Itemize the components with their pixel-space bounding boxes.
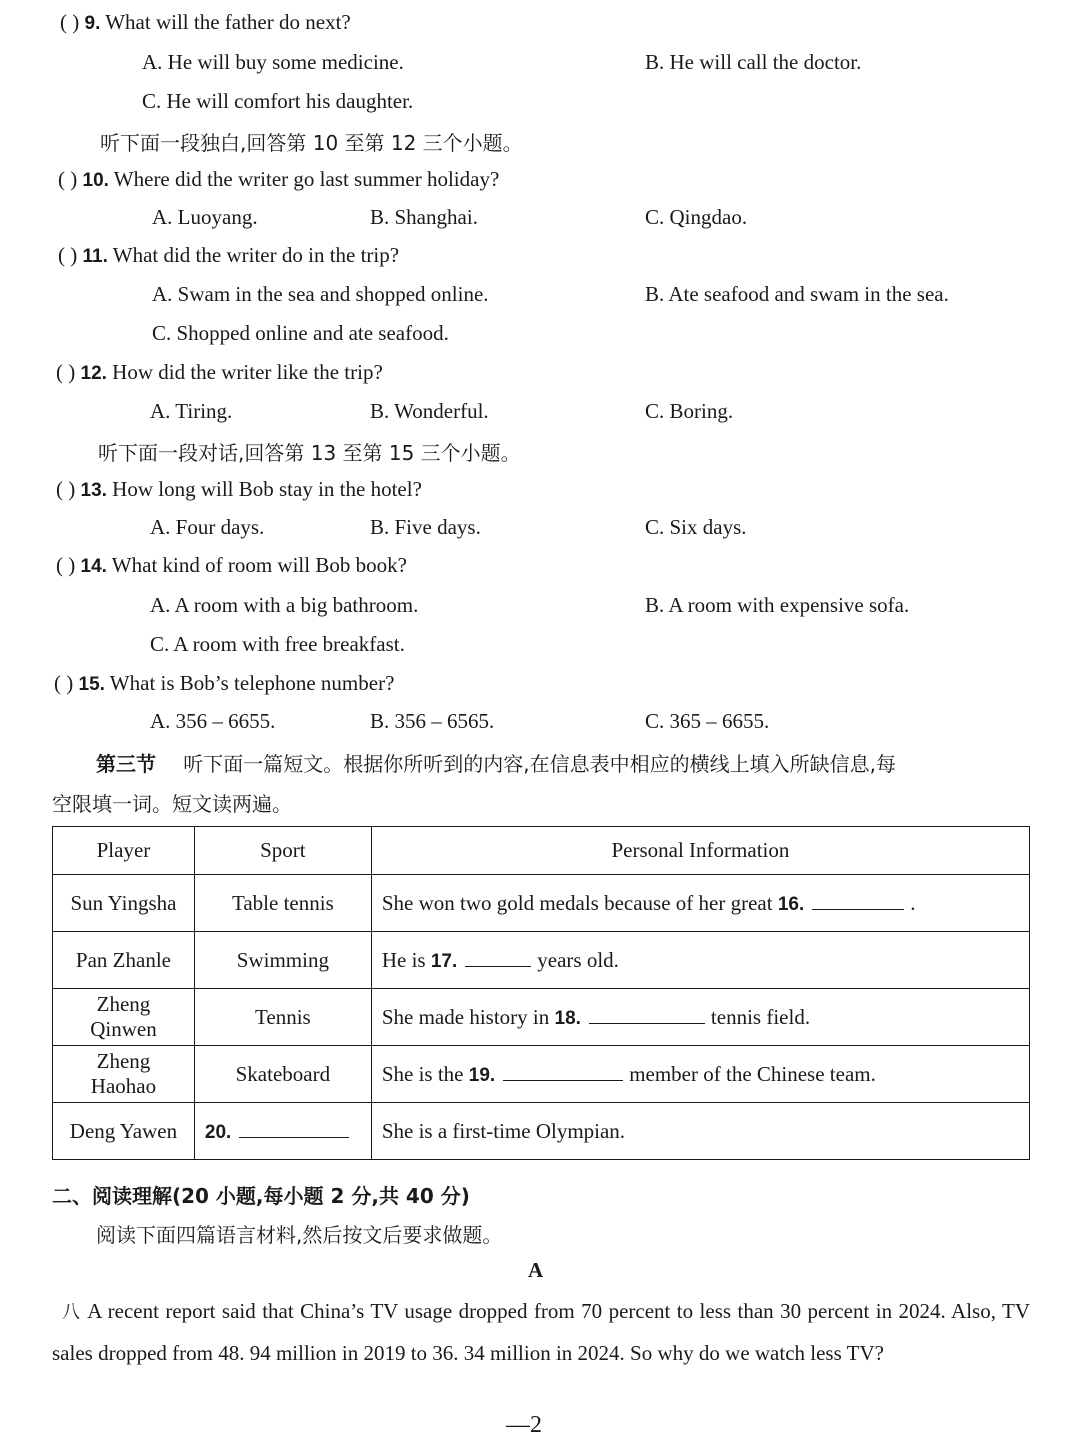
table-row bbox=[53, 1046, 1030, 1103]
question-12 bbox=[56, 360, 383, 385]
question-text: What did the writer do in the trip? bbox=[112, 243, 400, 267]
question-number: 12. bbox=[80, 363, 107, 384]
player-cell: Pan Zhanle bbox=[53, 932, 195, 989]
question-text: How long will Bob stay in the hotel? bbox=[112, 477, 422, 501]
blank-number: 17. bbox=[430, 950, 458, 972]
part2-title: 二、阅读理解(20 小题,每小题 2 分,共 40 分) bbox=[52, 1184, 470, 1208]
option-b: B. 356 – 6565. bbox=[370, 709, 495, 733]
player-cell: Sun Yingsha bbox=[53, 875, 195, 932]
info-text: She made history in bbox=[381, 1004, 550, 1029]
question-text: Where did the writer go last summer holiday? bbox=[113, 167, 500, 191]
question-10 bbox=[58, 167, 499, 192]
option-c: C. A room with free breakfast. bbox=[150, 632, 405, 656]
option-c: C. Qingdao. bbox=[645, 205, 748, 229]
dialogue-instruction: 听下面一段对话,回答第 13 至第 15 三个小题。 bbox=[98, 441, 521, 465]
info-table bbox=[52, 826, 1030, 1160]
question-13 bbox=[56, 477, 422, 502]
info-text: She is a first-time Olympian. bbox=[381, 1118, 626, 1143]
option-c: C. Six days. bbox=[645, 515, 747, 539]
answer-blank-16[interactable] bbox=[812, 891, 904, 910]
passage-a-text bbox=[52, 1291, 1030, 1373]
handwritten-mark: 八 bbox=[62, 1302, 82, 1323]
info-text: . bbox=[910, 890, 916, 915]
info-text: member of the Chinese team. bbox=[629, 1061, 876, 1086]
answer-paren[interactable]: ( ) bbox=[58, 243, 78, 267]
player-cell: Zheng Qinwen bbox=[53, 989, 195, 1046]
answer-paren[interactable]: ( ) bbox=[60, 10, 80, 34]
sport-cell: Tennis bbox=[194, 989, 371, 1046]
answer-paren[interactable]: ( ) bbox=[56, 553, 76, 577]
player-cell: Deng Yawen bbox=[53, 1103, 195, 1160]
blank-number: 16. bbox=[777, 893, 805, 915]
question-text: What is Bob’s telephone number? bbox=[109, 671, 395, 695]
question-11 bbox=[58, 243, 399, 268]
option-b: B. A room with expensive sofa. bbox=[645, 593, 910, 617]
sport-cell: Swimming bbox=[194, 932, 371, 989]
option-c: C. He will comfort his daughter. bbox=[142, 89, 414, 113]
header-info: Personal Information bbox=[371, 827, 1029, 875]
option-b: B. Wonderful. bbox=[370, 399, 489, 423]
table-row bbox=[53, 932, 1030, 989]
answer-paren[interactable]: ( ) bbox=[56, 477, 76, 501]
sport-cell bbox=[194, 1103, 371, 1160]
question-text: How did the writer like the trip? bbox=[112, 360, 383, 384]
info-text: He is bbox=[381, 947, 426, 972]
blank-number: 19. bbox=[468, 1064, 496, 1086]
answer-blank-17[interactable] bbox=[465, 948, 531, 967]
table-row bbox=[53, 875, 1030, 932]
question-15 bbox=[54, 671, 394, 696]
answer-paren[interactable]: ( ) bbox=[56, 360, 76, 384]
option-b: B. Five days. bbox=[370, 515, 481, 539]
question-text: What will the father do next? bbox=[105, 10, 351, 34]
blank-number: 20. bbox=[204, 1121, 232, 1143]
part2-instruction: 阅读下面四篇语言材料,然后按文后要求做题。 bbox=[96, 1223, 503, 1247]
blank-number: 18. bbox=[554, 1007, 581, 1029]
section3-line2: 空限填一词。短文读两遍。 bbox=[52, 792, 292, 816]
answer-blank-19[interactable] bbox=[503, 1062, 623, 1081]
question-number: 14. bbox=[80, 556, 107, 577]
section3-label: 第三节 bbox=[96, 752, 156, 776]
option-c: C. Shopped online and ate seafood. bbox=[152, 321, 449, 345]
page-number: —2 bbox=[506, 1412, 542, 1438]
answer-blank-18[interactable] bbox=[589, 1005, 705, 1024]
info-cell bbox=[371, 1103, 1029, 1160]
option-a: A. Swam in the sea and shopped online. bbox=[152, 282, 489, 306]
option-a: A. A room with a big bathroom. bbox=[150, 593, 419, 617]
answer-paren[interactable]: ( ) bbox=[54, 671, 74, 695]
option-c: C. 365 – 6655. bbox=[645, 709, 770, 733]
sport-cell: Skateboard bbox=[194, 1046, 371, 1103]
option-b: B. Ate seafood and swam in the sea. bbox=[645, 282, 949, 306]
option-a: A. Tiring. bbox=[150, 399, 233, 423]
option-a: A. Luoyang. bbox=[152, 205, 258, 229]
info-cell bbox=[371, 875, 1029, 932]
question-number: 10. bbox=[82, 170, 109, 191]
question-text: What kind of room will Bob book? bbox=[111, 553, 407, 577]
option-b: B. He will call the doctor. bbox=[645, 50, 862, 74]
player-cell: Zheng Haohao bbox=[53, 1046, 195, 1103]
option-a: A. He will buy some medicine. bbox=[142, 50, 404, 74]
question-14 bbox=[56, 553, 407, 578]
info-cell bbox=[371, 932, 1029, 989]
header-player: Player bbox=[53, 827, 195, 875]
info-text: She won two gold medals because of her great bbox=[381, 890, 773, 915]
info-cell bbox=[371, 989, 1029, 1046]
table-row bbox=[53, 1103, 1030, 1160]
answer-paren[interactable]: ( ) bbox=[58, 167, 78, 191]
question-number: 9. bbox=[84, 13, 101, 34]
section3-line1: 听下面一篇短文。根据你所听到的内容,在信息表中相应的横线上填入所缺信息,每 bbox=[183, 752, 896, 776]
info-text: She is the bbox=[381, 1061, 464, 1086]
option-c: C. Boring. bbox=[645, 399, 734, 423]
table-header-row bbox=[53, 827, 1030, 875]
header-sport: Sport bbox=[194, 827, 371, 875]
option-a: A. 356 – 6655. bbox=[150, 709, 276, 733]
question-number: 13. bbox=[80, 480, 107, 501]
question-number: 11. bbox=[82, 246, 108, 267]
monologue-instruction: 听下面一段独白,回答第 10 至第 12 三个小题。 bbox=[100, 131, 523, 155]
passage-body: A recent report said that China’s TV usage dropped from 70 percent to less than 30 percent in 2024. Also, TV sales dropped from 48. 94 million in 2019 to 36. 34 million in 2024. So why do we watch less TV? bbox=[52, 1299, 1031, 1365]
sport-cell: Table tennis bbox=[194, 875, 371, 932]
question-9 bbox=[60, 10, 351, 35]
section3-heading bbox=[96, 748, 896, 777]
info-text: years old. bbox=[537, 947, 619, 972]
info-text: tennis field. bbox=[710, 1004, 811, 1029]
passage-label: A bbox=[528, 1258, 544, 1282]
option-b: B. Shanghai. bbox=[370, 205, 478, 229]
answer-blank-20[interactable] bbox=[239, 1119, 349, 1138]
table-row bbox=[53, 989, 1030, 1046]
question-number: 15. bbox=[78, 674, 105, 695]
info-cell bbox=[371, 1046, 1029, 1103]
option-a: A. Four days. bbox=[150, 515, 265, 539]
